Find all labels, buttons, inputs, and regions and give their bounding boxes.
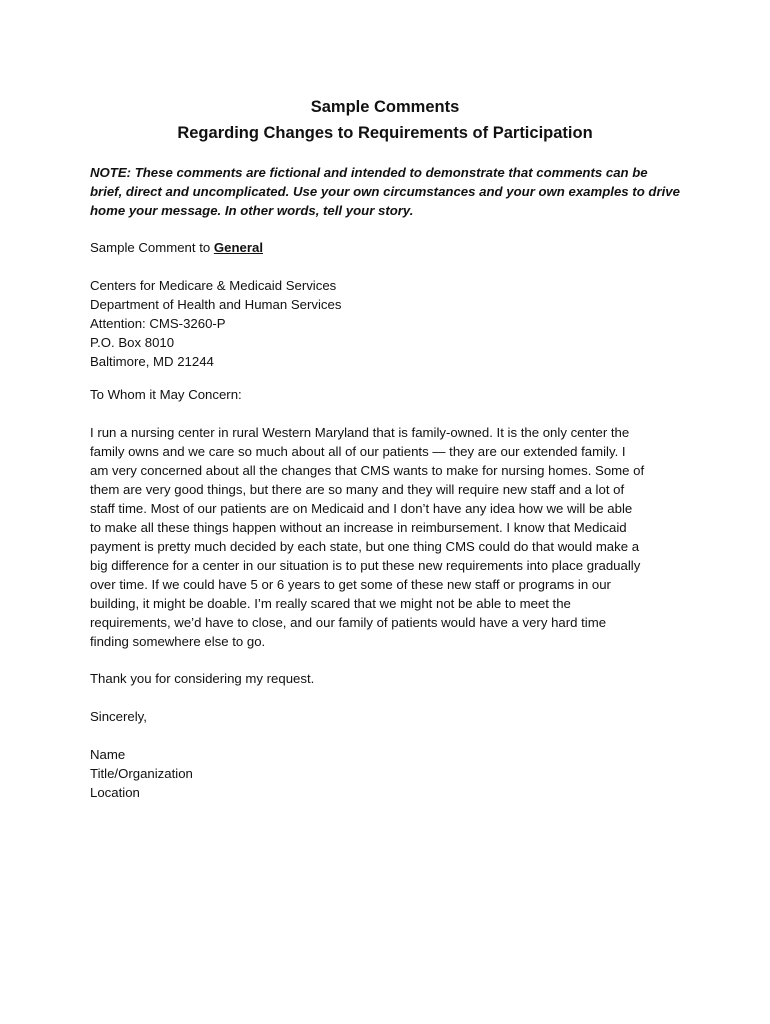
title-line-2: Regarding Changes to Requirements of Participation bbox=[177, 124, 593, 142]
body-line: requirements, we’d have to close, and our family of patients would have a very hard time bbox=[90, 615, 607, 630]
address-line: Attention: CMS-3260-P bbox=[90, 316, 226, 331]
note-line: home your message. In other words, tell your story. bbox=[90, 203, 414, 218]
salutation: To Whom it May Concern: bbox=[90, 387, 242, 402]
note-paragraph bbox=[90, 163, 690, 220]
body-line: over time. If we could have 5 or 6 years to get some of these new staff or programs in our bbox=[90, 577, 611, 592]
body-line: family owns and we care so much about all of our patients — they are our extended family. I bbox=[90, 444, 626, 459]
signature-line: Name bbox=[90, 747, 126, 762]
body-line: to make all these things happen without an increase in reimbursement. I know that Medicaid bbox=[90, 520, 627, 535]
title-line-1: Sample Comments bbox=[310, 98, 460, 116]
sample-comment-heading bbox=[90, 238, 690, 257]
body-line: staff time. Most of our patients are on Medicaid and I don’t have any idea how we will be able bbox=[90, 501, 633, 516]
sample-comment-prefix: Sample Comment to bbox=[90, 240, 214, 255]
body-line: building, it might be doable. I’m really scared that we might not be able to meet the bbox=[90, 596, 571, 611]
signature-line: Location bbox=[90, 785, 140, 800]
address-line: Baltimore, MD 21244 bbox=[90, 354, 214, 369]
signature-block bbox=[90, 745, 690, 802]
closing-line: Sincerely, bbox=[90, 709, 147, 724]
address-line: P.O. Box 8010 bbox=[90, 335, 175, 350]
body-line: payment is pretty much decided by each state, but one thing CMS could do that would make a bbox=[90, 539, 640, 554]
body-line: finding somewhere else to go. bbox=[90, 634, 266, 649]
sample-comment-topic: General bbox=[213, 240, 263, 255]
body-line: am very concerned about all the changes that CMS wants to make for nursing homes. Some of bbox=[90, 463, 645, 478]
address-line: Centers for Medicare & Medicaid Services bbox=[90, 278, 337, 293]
body-line: them are very good things, but there are so many and they will require new staff and a lot of bbox=[90, 482, 625, 497]
body-line: I run a nursing center in rural Western Maryland that is family-owned. It is the only center the bbox=[90, 425, 630, 440]
note-line: NOTE: These comments are fictional and intended to demonstrate that comments can be bbox=[90, 165, 648, 180]
body-paragraph bbox=[90, 423, 690, 651]
thanks-line: Thank you for considering my request. bbox=[90, 671, 315, 686]
document-title bbox=[0, 94, 770, 146]
signature-line: Title/Organization bbox=[90, 766, 193, 781]
body-line: big difference for a center in our situation is to put these new requirements into place gradually bbox=[90, 558, 641, 573]
note-line: brief, direct and uncomplicated. Use your own circumstances and your own examples to drive bbox=[90, 184, 680, 199]
recipient-address bbox=[90, 276, 690, 371]
address-line: Department of Health and Human Services bbox=[90, 297, 342, 312]
